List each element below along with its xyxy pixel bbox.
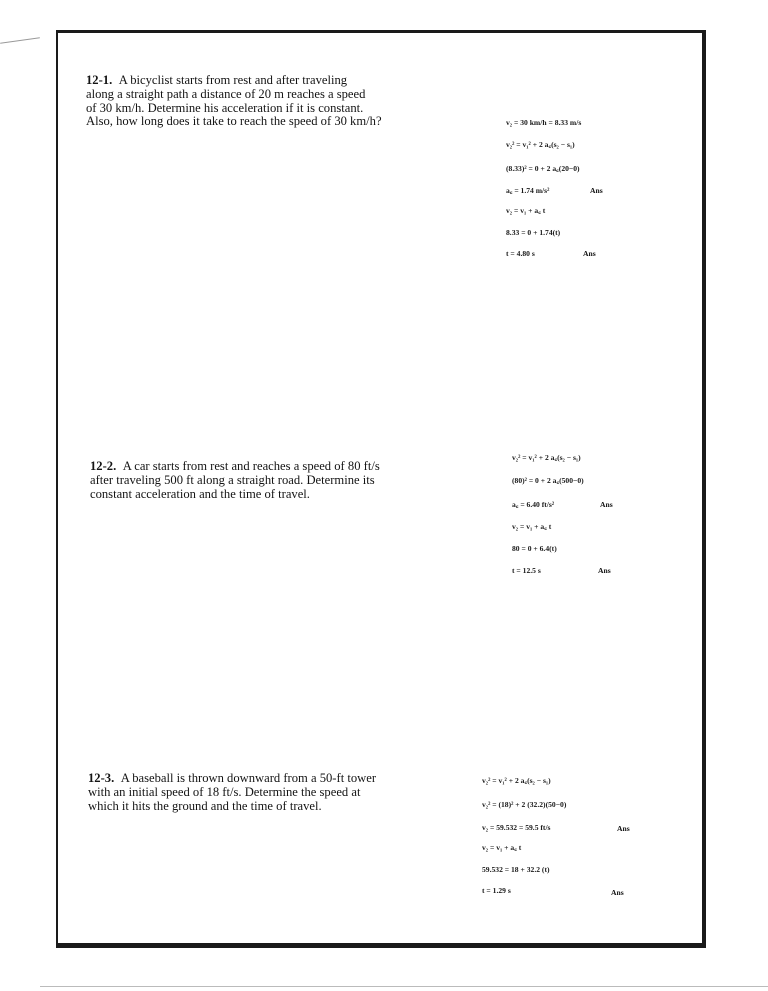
problem-12-3-statement (88, 772, 388, 813)
solution-line: (80)² = 0 + 2 a꜀(500−0) (512, 476, 584, 485)
problem-number: 12-1. (86, 73, 113, 87)
problem-12-2-statement (90, 460, 390, 501)
answer-marker: Ans (617, 824, 630, 833)
solution-line: v₂² = v₁² + 2 a꜀(s₂ − s₁) (482, 776, 551, 785)
problem-line: constant acceleration and the time of travel. (90, 486, 310, 501)
problem-12-1-solution (506, 116, 646, 266)
problem-line: 12-1. A bicyclist starts from rest and after traveling (86, 73, 348, 87)
solution-line: a꜀ = 1.74 m/s² (506, 186, 550, 195)
solution-line: v₂² = v₁² + 2 a꜀(s₂ − s₁) (506, 140, 575, 149)
problem-line: 12-2. A car starts from rest and reaches a speed of 80 ft/s (90, 459, 380, 473)
answer-marker: Ans (600, 500, 613, 509)
solution-line: v₂² = (18)² + 2 (32.2)(50−0) (482, 800, 567, 809)
solution-line: t = 4.80 s (506, 249, 535, 258)
solution-line: t = 1.29 s (482, 886, 511, 895)
problem-line: along a straight path a distance of 20 m reaches a speed (86, 86, 366, 101)
scan-artifact-top-left (0, 37, 40, 44)
problem-number: 12-2. (90, 459, 117, 473)
solution-line: v₂² = v₁² + 2 a꜀(s₂ − s₁) (512, 453, 581, 462)
answer-marker: Ans (598, 566, 611, 575)
problem-line: with an initial speed of 18 ft/s. Determine the speed at (88, 784, 361, 799)
solution-line: 8.33 = 0 + 1.74(t) (506, 228, 561, 237)
solution-line: v₂ = v₁ + a꜀ t (512, 522, 552, 531)
solution-line: a꜀ = 6.40 ft/s² (512, 500, 555, 509)
problem-line: 12-3. A baseball is thrown downward from a 50-ft tower (88, 771, 377, 785)
solution-line: 80 = 0 + 6.4(t) (512, 544, 557, 553)
solution-line: v₂ = 30 km/h = 8.33 m/s (506, 118, 582, 127)
problem-line: of 30 km/h. Determine his acceleration if it is constant. (86, 100, 364, 115)
answer-marker: Ans (583, 249, 596, 258)
solution-line: (8.33)² = 0 + 2 a꜀(20−0) (506, 164, 580, 173)
solution-line: 59.532 = 18 + 32.2 (t) (482, 865, 550, 874)
problem-line: Also, how long does it take to reach the speed of 30 km/h? (86, 114, 382, 129)
scan-artifact-bottom (40, 986, 768, 987)
problem-number: 12-3. (88, 771, 115, 785)
solution-line: v₂ = 59.532 = 59.5 ft/s (482, 823, 551, 832)
answer-marker: Ans (590, 186, 603, 195)
answer-marker: Ans (611, 888, 624, 897)
problem-line: which it hits the ground and the time of travel. (88, 798, 322, 813)
solution-line: v₂ = v₁ + a꜀ t (482, 843, 522, 852)
problem-12-2-solution (512, 453, 652, 583)
solution-line: t = 12.5 s (512, 566, 541, 575)
problem-12-3-solution (482, 776, 632, 906)
solution-line: v₂ = v₁ + a꜀ t (506, 206, 546, 215)
problem-line: after traveling 500 ft along a straight road. Determine its (90, 472, 375, 487)
problem-12-1-statement (86, 74, 386, 129)
